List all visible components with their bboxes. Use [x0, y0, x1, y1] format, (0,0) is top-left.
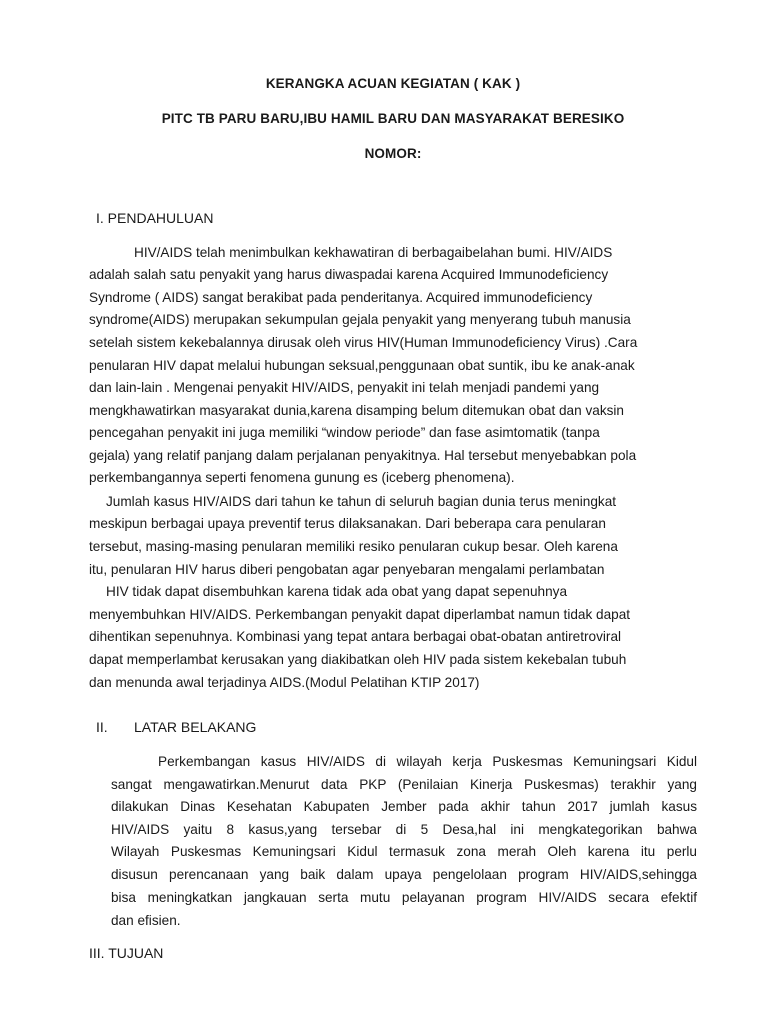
paragraph-line: bisa meningkatkan jangkauan serta mutu pelayanan program HIV/AIDS secara efektif [111, 890, 697, 905]
paragraph-line: gejala) yang relatif panjang dalam perjalanan penyakitnya. Hal tersebut menyebabkan pola [89, 448, 637, 463]
paragraph-line: Perkembangan kasus HIV/AIDS di wilayah kerja Puskesmas Kemuningsari Kidul [158, 754, 697, 769]
paragraph-line: disusun perencanaan yang baik dalam upaya pengelolaan program HIV/AIDS,sehingga [111, 867, 697, 882]
section-title-pendahuluan: I. PENDAHULUAN [96, 210, 214, 226]
paragraph-line: Wilayah Puskesmas Kemuningsari Kidul termasuk zona merah Oleh karena itu perlu [111, 844, 697, 859]
paragraph-line: sangat mengawatirkan.Menurut data PKP (Penilaian Kinerja Puskesmas) terakhir yang [111, 777, 697, 792]
section-title-tujuan: III. TUJUAN [89, 945, 164, 961]
paragraph-line: HIV tidak dapat disembuhkan karena tidak ada obat yang dapat sepenuhnya [106, 584, 568, 599]
paragraph-line: dilakukan Dinas Kesehatan Kabupaten Jember pada akhir tahun 2017 jumlah kasus [111, 799, 697, 814]
paragraph-line: dihentikan sepenuhnya. Kombinasi yang tepat antara berbagai obat-obatan antiretroviral [89, 629, 622, 644]
paragraph-line: dan lain-lain . Mengenai penyakit HIV/AIDS, penyakit ini telah menjadi pandemi yang [89, 380, 600, 395]
document-number: NOMOR: [364, 146, 422, 161]
paragraph-line: tersebut, masing-masing penularan memiliki resiko penularan cukup besar. Oleh karena [89, 539, 618, 554]
paragraph-line: dan efisien. [111, 913, 181, 928]
paragraph-line: dapat memperlambat kerusakan yang diakibatkan oleh HIV pada sistem kekebalan tubuh [89, 652, 627, 667]
paragraph-line: HIV/AIDS telah menimbulkan kekhawatiran di berbagaibelahan bumi. HIV/AIDS [134, 245, 613, 260]
paragraph-line: mengkhawatirkan masyarakat dunia,karena disamping belum ditemukan obat dan vaksin [89, 403, 624, 418]
paragraph-line: meskipun berbagai upaya preventif terus dilaksanakan. Dari beberapa cara penularan [89, 516, 606, 531]
document-subtitle: PITC TB PARU BARU,IBU HAMIL BARU DAN MASYARAKAT BERESIKO [161, 111, 625, 126]
section-title-latar-belakang: LATAR BELAKANG [134, 719, 257, 735]
paragraph-line: HIV/AIDS yaitu 8 kasus,yang tersebar di 5 Desa,hal ini mengkategorikan bahwa [111, 822, 697, 837]
paragraph-line: Syndrome ( AIDS) sangat berakibat pada penderitanya. Acquired immunodeficiency [89, 290, 593, 305]
paragraph-line: itu, penularan HIV harus diberi pengobatan agar penyebaran mengalami perlambatan [89, 562, 605, 577]
section-number-latar-belakang: II. [96, 719, 108, 735]
paragraph-line: penularan HIV dapat melalui hubungan seksual,penggunaan obat suntik, ibu ke anak-anak [89, 358, 635, 373]
document-title: KERANGKA ACUAN KEGIATAN ( KAK ) [265, 76, 521, 91]
paragraph-line: menyembuhkan HIV/AIDS. Perkembangan penyakit dapat diperlambat namun tidak dapat [89, 607, 631, 622]
paragraph-line: setelah sistem kekebalannya dirusak oleh virus HIV(Human Immunodeficiency Virus) .Cara [89, 335, 638, 350]
paragraph-line: pencegahan penyakit ini juga memiliki “window periode” dan fase asimtomatik (tanpa [89, 425, 600, 440]
paragraph-line: perkembangannya seperti fenomena gunung es (iceberg phenomena). [89, 470, 515, 485]
paragraph-line: dan menunda awal terjadinya AIDS.(Modul Pelatihan KTIP 2017) [89, 675, 480, 690]
paragraph-line: adalah salah satu penyakit yang harus diwaspadai karena Acquired Immunodeficiency [89, 267, 609, 282]
paragraph-line: Jumlah kasus HIV/AIDS dari tahun ke tahun di seluruh bagian dunia terus meningkat [106, 494, 617, 509]
paragraph-line: syndrome(AIDS) merupakan sekumpulan gejala penyakit yang menyerang tubuh manusia [89, 312, 631, 327]
